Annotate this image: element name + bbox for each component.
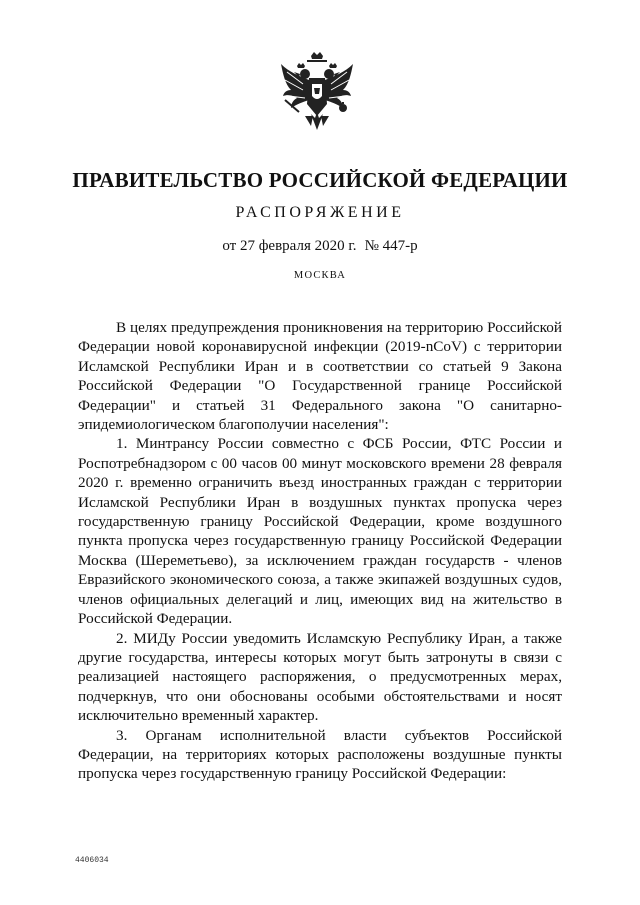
document-body xyxy=(78,318,562,784)
government-title: ПРАВИТЕЛЬСТВО РОССИЙСКОЙ ФЕДЕРАЦИИ xyxy=(72,168,568,192)
clause-1-paragraph: 1. Минтрансу России совместно с ФСБ России, ФТС России и Роспотребнадзором с 00 часов 00 минут московского времени 28 февраля 2020 г. временно ограничить въезд иностранных граждан с территории Исламской Республики Иран в воздушных пунктах пропуска через государственную границу Российской Федерации, кроме воздушного пункта пропуска через государственную границу Российской Федерации Москва (Шереметьево), за исключением граждан государств - членов Евразийского экономического союза, а также экипажей воздушных судов, членов официальных делегаций и лиц, имеющих вид на жительство в Российской Федерации. xyxy=(78,435,562,628)
russian-coat-of-arms-icon xyxy=(275,50,359,138)
document-type: РАСПОРЯЖЕНИЕ xyxy=(235,204,405,221)
clause-3-paragraph: 3. Органам исполнительной власти субъектов Российской Федерации, на территориях которых расположены воздушные пункты пропуска через государственную границу Российской Федерации: xyxy=(78,726,562,783)
clause-2-paragraph: 2. МИДу России уведомить Исламскую Республику Иран, а также другие государства, интересы которых могут быть затронуты в связи с реализацией настоящего распоряжения, о предусмотренных мерах, подчеркнув, что они обоснованы особыми обстоятельствами и носят исключительно временный характер. xyxy=(78,629,562,725)
document-date: от 27 февраля 2020 г. xyxy=(222,238,357,254)
document-city: МОСКВА xyxy=(293,270,347,281)
preamble-paragraph: В целях предупреждения проникновения на территорию Российской Федерации новой коронавирусной инфекции (2019-nCoV) с территории Исламской Республики Иран и в соответствии со статьей 9 Закона Российской Федерации "О Государственной границе Российской Федерации" и статьей 31 Федерального закона "О санитарно-эпидемиологическом благополучии населения": xyxy=(78,319,562,434)
document-number: № 447-р xyxy=(364,238,418,254)
document-code: 4406034 xyxy=(75,856,109,865)
document-date-line xyxy=(0,238,640,255)
